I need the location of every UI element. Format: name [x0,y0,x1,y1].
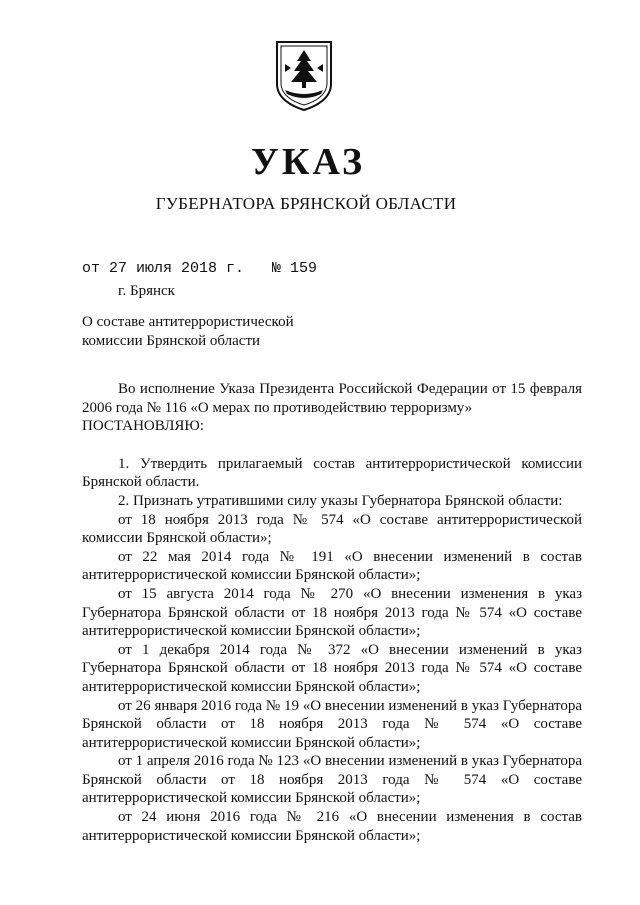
coat-of-arms-icon [273,40,335,112]
document-city: г. Брянск [118,283,175,299]
document-date: от 27 июля 2018 г. [82,260,245,277]
subject-line: комиссии Брянской области [82,333,261,349]
document-subject [82,313,294,351]
document-number: № 159 [272,260,318,277]
list-item: от 18 ноября 2013 года № 574 «О составе антитеррористической комиссии Брянской области»; [82,511,582,547]
list-item: от 24 июня 2016 года № 216 «О внесении изменения в состав антитеррористической комиссии Брянской области»; [82,809,582,844]
date-line [82,259,317,279]
decree-word: ПОСТАНОВЛЯЮ: [82,418,204,435]
list-item: от 15 августа 2014 года № 270 «О внесении изменения в указ Губернатора Брянской области от 18 ноября 2013 года № 574 «О составе антитеррористической комиссии Брянской области»; [82,585,582,640]
document-title: УКАЗ [251,141,365,183]
list-item: от 22 мая 2014 года № 191 «О внесении изменений в состав антитеррористической комиссии Брянской области»; [82,548,582,584]
list-item: от 26 января 2016 года № 19 «О внесении изменений в указ Губернатора Брянской области от 18 ноября 2013 года № 574 «О составе антитеррористической комиссии Брянской области»; [82,697,582,751]
subject-line: О составе антитеррористической [82,314,294,330]
preamble-paragraph: Во исполнение Указа Президента Российской Федерации от 15 февраля 2006 года № 116 «О мерах по противодействию терроризму» [82,381,582,416]
list-item: от 1 апреля 2016 года № 123 «О внесении изменений в указ Губернатора Брянской области от 18 ноября 2013 года № 574 «О составе антитеррористической комиссии Брянской области»; [82,753,582,807]
item-paragraph: 2. Признать утратившими силу указы Губернатора Брянской области: [118,492,563,509]
document-body [82,380,582,845]
item-paragraph: 1. Утвердить прилагаемый состав антитеррористической комиссии Брянской области. [82,455,582,491]
list-item: от 1 декабря 2014 года № 372 «О внесении изменений в указ Губернатора Брянской области от 18 ноября 2013 года № 574 «О составе антитеррористической комиссии Брянской области»; [82,641,582,695]
document-subtitle: ГУБЕРНАТОРА БРЯНСКОЙ ОБЛАСТИ [155,194,457,213]
